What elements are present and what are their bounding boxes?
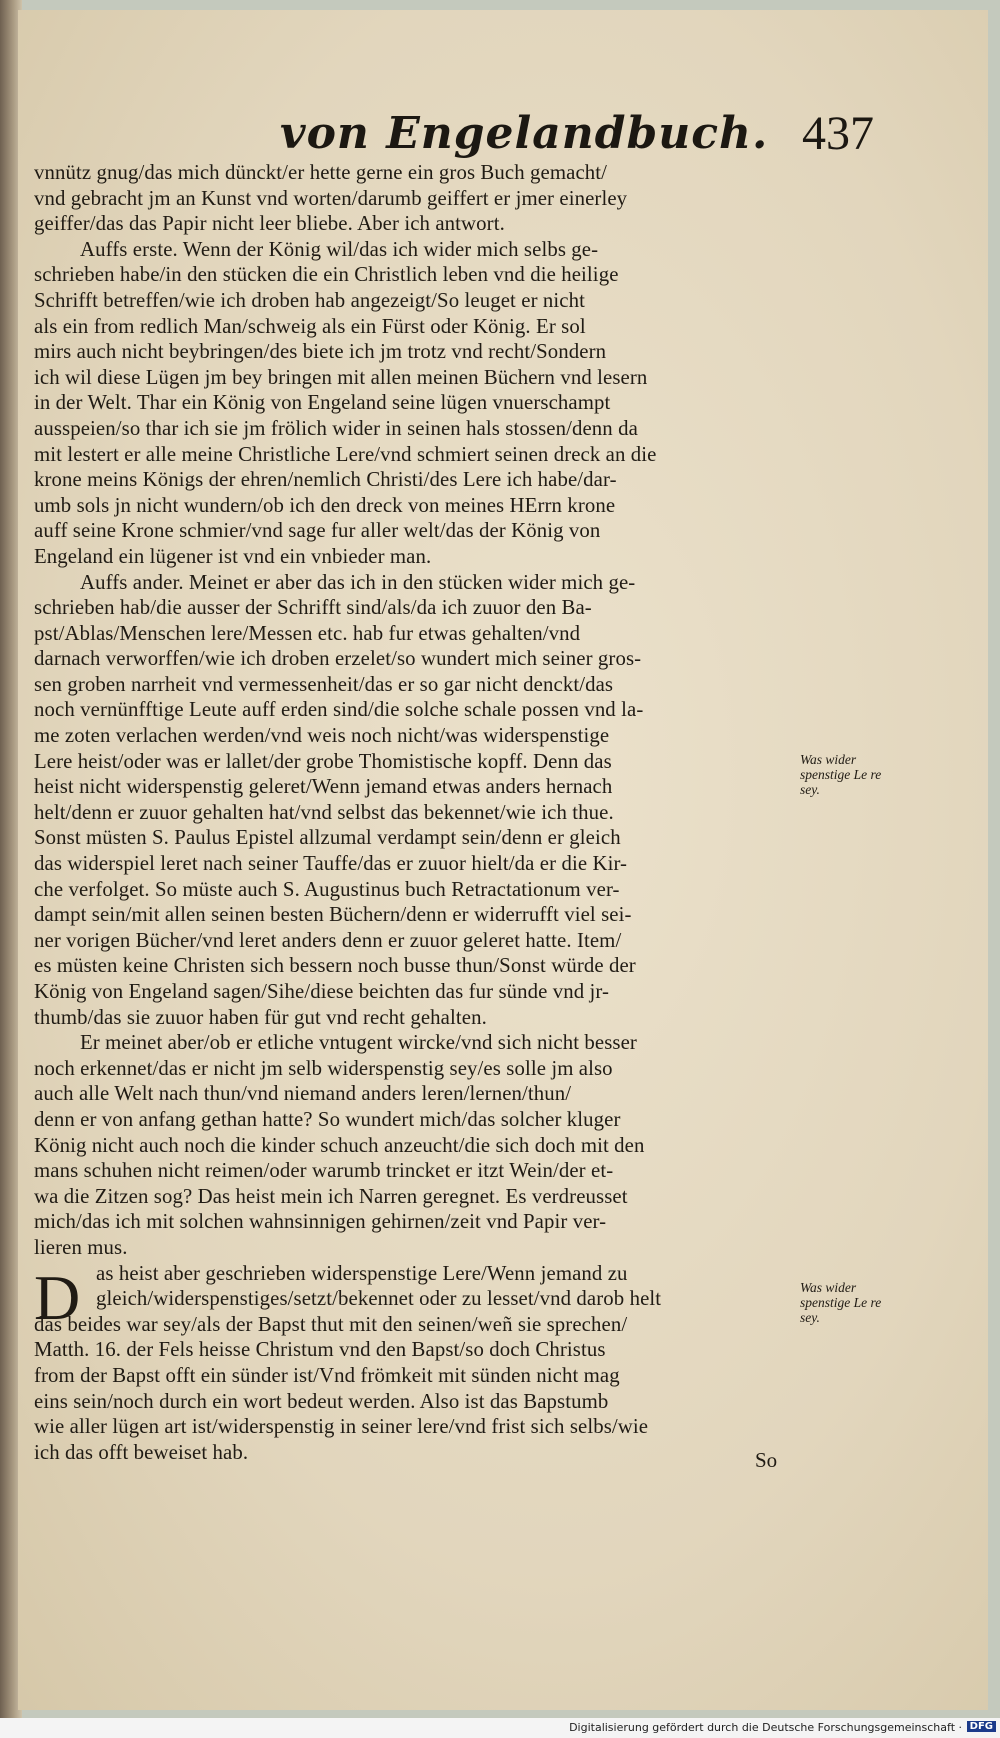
text-line: noch erkennet/das er nicht jm selb widerspenstig sey/es solle jm also xyxy=(34,1056,613,1080)
text-line: darnach verworffen/wie ich droben erzelet/so wundert mich seiner gros- xyxy=(34,647,642,671)
text-line: König von Engeland sagen/Sihe/diese beichten das fur sünde vnd jr- xyxy=(34,980,610,1003)
text-line: Matth. 16. der Fels heisse Christum vnd den Bapst/so doch Christus xyxy=(34,1338,606,1362)
text-line: denn er von anfang gethan hatte? So wundert mich/das solcher kluger xyxy=(34,1107,621,1131)
text-line: umb sols jn nicht wundern/ob ich den dreck von meines HErrn krone xyxy=(34,493,616,517)
text-line: König nicht auch noch die kinder schuch anzeucht/die sich doch mit den xyxy=(34,1133,645,1157)
text-line: mirs auch nicht beybringen/des biete ich jm trotz vnd recht/Sondern xyxy=(34,340,607,364)
text-line: as heist aber geschrieben widerspenstige Lere/Wenn jemand zu xyxy=(96,1261,628,1285)
text-line: wie aller lügen art ist/widerspenstig in seiner lere/vnd frist sich selbs/wie xyxy=(34,1415,649,1439)
text-line: krone meins Königs der ehren/nemlich Christi/des Lere ich habe/dar- xyxy=(34,468,617,492)
text-line: Schrifft betreffen/wie ich droben hab angezeigt/So leuget er nicht xyxy=(34,288,585,312)
text-line: helt/denn er zuuor gehalten hat/vnd selbst das bekennet/wie ich thue. xyxy=(34,800,614,824)
page-number: 437 xyxy=(802,107,874,160)
funding-credit: Digitalisierung gefördert durch die Deutsche Forschungsgemeinschaft · xyxy=(569,1721,962,1734)
text-line: mit lestert er alle meine Christliche Lere/vnd schmiert seinen dreck an die xyxy=(34,442,657,466)
text-line: mich/das ich mit solchen wahnsinnigen gehirnen/zeit vnd Papir ver- xyxy=(34,1210,607,1234)
text-line: vnnütz gnug/das mich dünckt/er hette gerne ein gros Buch gemacht/ xyxy=(34,161,608,184)
text-line: Auffs erste. Wenn der König wil/das ich wider mich selbs ge- xyxy=(80,237,599,261)
margin-note: Was wider spenstige Le re sey. xyxy=(800,1280,882,1325)
text-line: geiffer/das das Papir nicht leer bliebe. Aber ich antwort. xyxy=(34,212,505,236)
page-header xyxy=(0,98,1000,168)
text-line: heist nicht widerspenstig geleret/Wenn jemand etwas anders hernach xyxy=(34,775,613,799)
text-line: das widerspiel leret nach seiner Tauffe/das er zuuor hielt/da er die Kir- xyxy=(34,852,628,876)
catchword: So xyxy=(755,1448,778,1472)
text-line: thumb/das sie zuuor haben für gut vnd recht gehalten. xyxy=(34,1005,487,1029)
text-line: als ein from redlich Man/schweig als ein Fürst oder König. Er sol xyxy=(34,314,586,338)
text-line: ner vorigen Bücher/vnd leret anders denn er zuuor geleret hatte. Item/ xyxy=(34,928,622,952)
text-line: noch vernünfftige Leute auff erden sind/die solche schale possen vnd la- xyxy=(34,698,644,722)
text-line: es müsten keine Christen sich bessern noch busse thun/Sonst würde der xyxy=(34,954,636,978)
text-line: lieren mus. xyxy=(34,1235,128,1259)
text-line: wa die Zitzen sog? Das heist mein ich Narren geregnet. Es verdreusset xyxy=(34,1184,628,1208)
text-line: ausspeien/so thar ich sie jm frölich wider in seinen hals stossen/denn da xyxy=(34,416,638,440)
text-line: mans schuhen nicht reimen/oder warumb trincket er itzt Wein/der et- xyxy=(34,1159,614,1183)
text-line: in der Welt. Thar ein König von Engeland seine lügen vnuerschampt xyxy=(34,391,611,415)
text-line: sen groben narrheit vnd vermessenheit/das er so gar nicht denckt/das xyxy=(34,672,614,696)
text-line: Auffs ander. Meinet er aber das ich in den stücken wider mich ge- xyxy=(80,570,636,594)
text-line: Sonst müsten S. Paulus Epistel allzumal verdampt sein/denn er gleich xyxy=(34,826,621,850)
text-line: me zoten verlachen werden/vnd weis noch nicht/was widerspenstige xyxy=(34,724,610,748)
text-line: from der Bapst offt ein sünder ist/Vnd frömkeit mit sünden nicht mag xyxy=(34,1363,620,1387)
text-line: ich wil diese Lügen jm bey bringen mit allen meinen Büchern vnd lesern xyxy=(34,365,648,389)
text-line: das beides war sey/als der Bapst thut mit den seinen/weñ sie sprechen/ xyxy=(34,1312,628,1336)
text-line: ich das offt beweiset hab. xyxy=(34,1440,249,1464)
text-block xyxy=(34,160,834,1465)
dfg-logo: DFG xyxy=(967,1721,996,1732)
text-line: Lere heist/oder was er lallet/der grobe Thomistische kopff. Denn das xyxy=(34,749,612,773)
text-line: eins sein/noch durch ein wort bedeut werden. Also ist das Bapstumb xyxy=(34,1389,609,1413)
running-title: von Engelandbuch. xyxy=(280,108,769,159)
text-line: dampt sein/mit allen seinen besten Büchern/denn er widerrufft viel sei- xyxy=(34,903,632,927)
drop-capital: D xyxy=(34,1262,81,1333)
text-line: vnd gebracht jm an Kunst vnd worten/darumb geiffert er jmer einerley xyxy=(34,186,628,210)
footer-bar xyxy=(0,1718,1000,1738)
text-line: Er meinet aber/ob er etliche vntugent wircke/vnd sich nicht besser xyxy=(80,1031,637,1055)
text-line: Engeland ein lügener ist vnd ein vnbieder man. xyxy=(34,544,432,568)
text-line: pst/Ablas/Menschen lere/Messen etc. hab fur etwas gehalten/vnd xyxy=(34,621,581,645)
text-line: schrieben habe/in den stücken die ein Christlich leben vnd die heilige xyxy=(34,263,619,287)
text-line: schrieben hab/die ausser der Schrifft sind/als/da ich zuuor den Ba- xyxy=(34,596,592,620)
margin-note: Was wider spenstige Le re sey. xyxy=(800,752,882,797)
text-line: gleich/widerspenstiges/setzt/bekennet oder zu lesset/vnd darob helt xyxy=(96,1287,662,1311)
text-line: auff seine Krone schmier/vnd sage fur aller welt/das der König von xyxy=(34,519,601,543)
text-line: auch alle Welt nach thun/vnd niemand anders leren/lernen/thun/ xyxy=(34,1082,572,1106)
text-line: che verfolget. So müste auch S. Augustinus buch Retractationum ver- xyxy=(34,877,620,901)
